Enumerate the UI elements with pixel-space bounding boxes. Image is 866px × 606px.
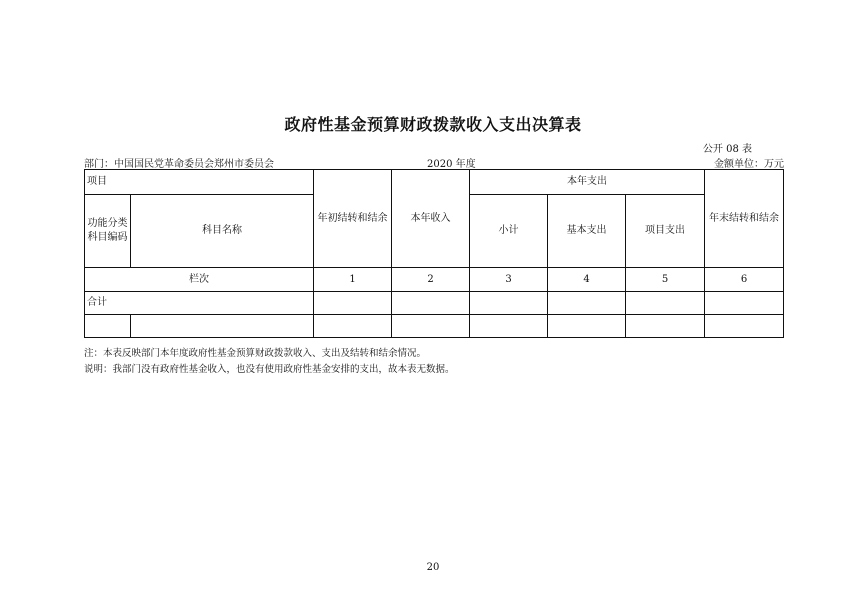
header-project-expense: 项目支出	[626, 195, 705, 268]
explanation-text: 说明：我部门没有政府性基金收入，也没有使用政府性基金安排的支出，故本表无数据。	[84, 364, 455, 375]
meta-row	[84, 155, 784, 169]
header-opening-balance: 年初结转和结余	[314, 170, 392, 268]
column-number-row	[85, 268, 784, 292]
header-basic-expense: 基本支出	[548, 195, 626, 268]
header-current-expense: 本年支出	[470, 170, 705, 195]
table-cell	[470, 315, 548, 338]
table-cell	[314, 292, 392, 315]
column-label: 栏次	[85, 268, 314, 292]
notes-block	[84, 346, 455, 378]
col-num: 5	[626, 268, 705, 292]
note-text: 注：本表反映部门本年度政府性基金预算财政拨款收入、支出及结转和结余情况。	[84, 348, 427, 359]
table-cell	[548, 315, 626, 338]
year-label: 2020 年度	[427, 159, 476, 170]
total-label: 合计	[85, 292, 314, 315]
total-row	[85, 292, 784, 315]
table-cell	[626, 292, 705, 315]
table-cell	[626, 315, 705, 338]
table-cell	[392, 292, 470, 315]
header-subtotal: 小计	[470, 195, 548, 268]
header-closing-balance: 年末结转和结余	[705, 170, 784, 268]
table-cell	[392, 315, 470, 338]
table-cell	[314, 315, 392, 338]
table-cell	[131, 315, 314, 338]
table-row	[85, 315, 784, 338]
header-current-income: 本年收入	[392, 170, 470, 268]
col-num: 4	[548, 268, 626, 292]
col-num: 6	[705, 268, 784, 292]
table-cell	[548, 292, 626, 315]
header-subject-name: 科目名称	[131, 195, 314, 268]
page-number: 20	[426, 562, 440, 573]
department-label: 部门：中国国民党革命委员会郑州市委员会	[84, 159, 274, 170]
unit-label: 金额单位：万元	[714, 159, 784, 170]
page-title: 政府性基金预算财政拨款收入支出决算表	[284, 115, 582, 134]
table-cell	[705, 315, 784, 338]
form-number: 公开 08 表	[702, 144, 752, 155]
col-num: 1	[314, 268, 392, 292]
col-num: 2	[392, 268, 470, 292]
table-cell	[705, 292, 784, 315]
table-cell	[470, 292, 548, 315]
table-cell	[85, 315, 131, 338]
header-project: 项目	[85, 170, 314, 195]
final-accounts-table	[84, 169, 784, 338]
col-num: 3	[470, 268, 548, 292]
header-func-code: 功能分类 科目编码	[85, 195, 131, 268]
